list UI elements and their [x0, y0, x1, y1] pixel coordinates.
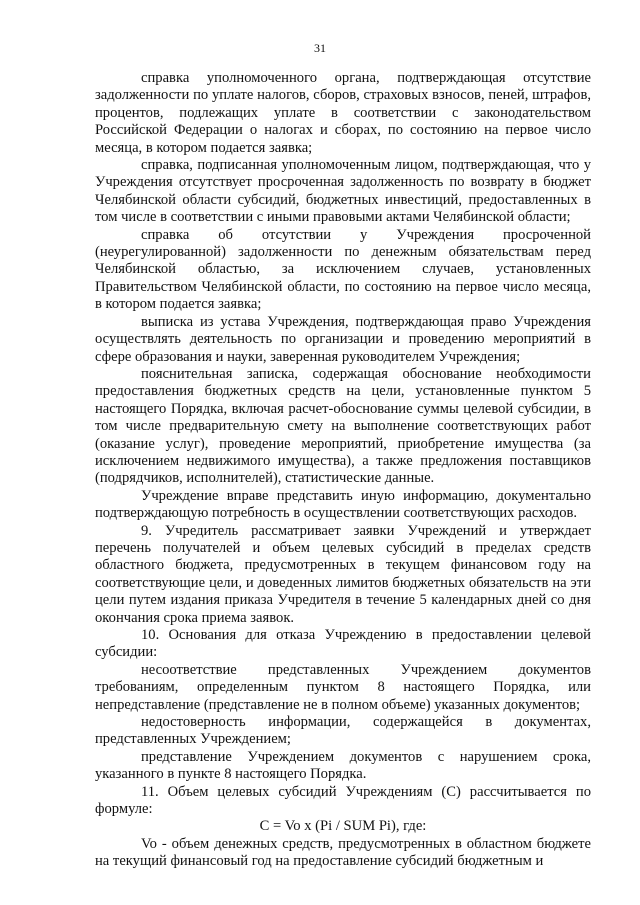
paragraph-overdue-debt-certificate: справка об отсутствии у Учреждения просроченной (неурегулированной) задолженности по денежным обязательствам перед Челябинской областью, за исключением случаев, установленных Правительством Челябинской области, по состоянию на первое число месяца, в котором подается заявка;	[95, 226, 591, 313]
page-number: 31	[314, 41, 326, 55]
paragraph-vo-definition: Vo - объем денежных средств, предусмотренных в областном бюджете на текущий финансовый год на предоставление субсидий бюджетным и	[95, 835, 591, 870]
paragraph-refusal-reason-3: представление Учреждением документов с нарушением срока, указанного в пункте 8 настоящего Порядка.	[95, 748, 591, 783]
paragraph-tax-certificate: справка уполномоченного органа, подтверждающая отсутствие задолженности по уплате налогов, сборов, страховых взносов, пеней, штрафов, процентов, подлежащих уплате в соответствии с законодательством Российской Федерации о налогах и сборах, по состоянию на первое число месяца, в котором подается заявка;	[95, 70, 591, 156]
paragraph-charter-extract: выписка из устава Учреждения, подтверждающая право Учреждения осуществлять деятельность по организации и проведению мероприятий в сфере образования и науки, заверенная руководителем Учреждения;	[95, 313, 591, 365]
paragraph-explanatory-note: пояснительная записка, содержащая обоснование необходимости предоставления бюджетных средств на цели, установленные пунктом 5 настоящего Порядка, включая расчет-обоснование суммы целевой субсидии, в том числе предварительную смету на выполнение соответствующих работ (оказание услуг), проведение мероприятий, приобретение имущества (за исключением недвижимого имущества), а также предложения поставщиков (подрядчиков, исполнителей), статистические данные.	[95, 365, 591, 487]
paragraph-refusal-reason-1: несоответствие представленных Учреждением документов требованиям, определенным пунктом 8 настоящего Порядка, или непредставление (представление не в полном объеме) указанных документов;	[95, 661, 591, 713]
paragraph-additional-info: Учреждение вправе представить иную информацию, документально подтверждающую потребность в осуществлении соответствующих расходов.	[95, 487, 591, 522]
document-body	[95, 70, 591, 871]
paragraph-refusal-reason-2: недостоверность информации, содержащейся в документах, представленных Учреждением;	[95, 714, 591, 748]
paragraph-item-10: 10. Основания для отказа Учреждению в предоставлении целевой субсидии:	[95, 627, 591, 661]
subsidy-formula: C = Vo x (Pi / SUM Pi), где:	[259, 818, 427, 835]
paragraph-item-11: 11. Объем целевых субсидий Учреждениям (C) рассчитывается по формуле:	[95, 783, 591, 818]
paragraph-item-9: 9. Учредитель рассматривает заявки Учреждений и утверждает перечень получателей и объем целевых субсидий в пределах средств областного бюджета, предусмотренных в текущем финансовом году на соответствующие цели, и доведенных лимитов бюджетных обязательств на эти цели путем издания приказа Учредителя в течение 5 календарных дней со дня окончания срока приема заявок.	[95, 522, 591, 626]
paragraph-budget-debt-certificate: справка, подписанная уполномоченным лицом, подтверждающая, что у Учреждения отсутствует просроченная задолженность по возврату в бюджет Челябинской области субсидий, бюджетных инвестиций, предоставленных в том числе в соответствии с иными правовыми актами Челябинской области;	[95, 157, 591, 226]
